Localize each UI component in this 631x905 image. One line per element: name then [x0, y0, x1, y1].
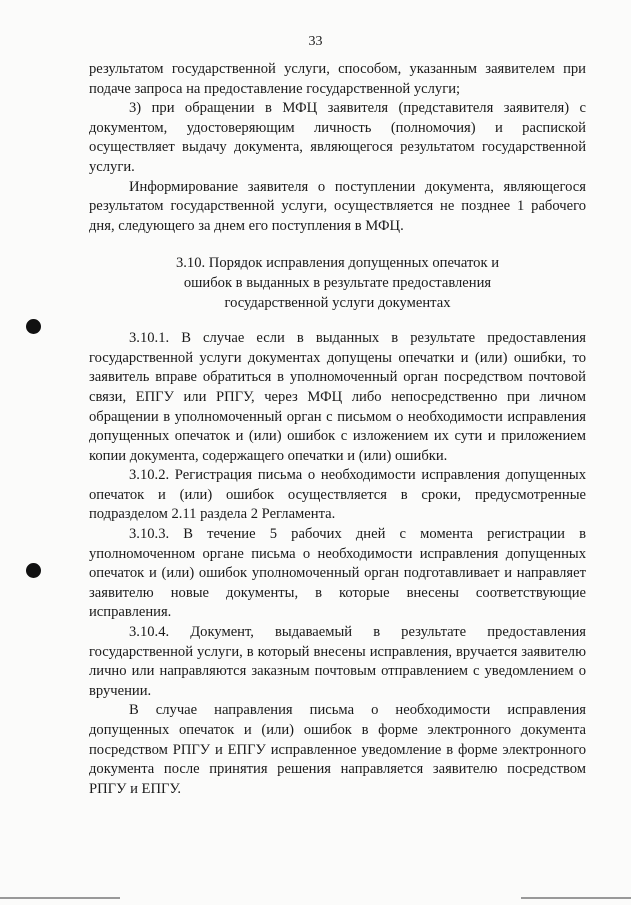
paragraph: 3.10.1. В случае если в выданных в результате предоставления государственной услуги документах допущены опечатки и (или) ошибки, то заявитель вправе обратиться в уполномоченный орган посредством почтовой связи, ЕПГУ или РПГУ, через МФЦ либо непосредственно при личном обращении в уполномоченный орган с письмом о необходимости исправления допущенных опечаток и (или) ошибок с изложением их сути и приложением копии документа, содержащего опечатки и (или) ошибки. — [89, 330, 586, 464]
paragraph: результатом государственной услуги, способом, указанным заявителем при подаче запроса на предоставление государственной услуги; — [89, 61, 586, 97]
paragraph: В случае направления письма о необходимости исправления допущенных опечаток и (или) ошибок в форме электронного документа посредством РПГУ и ЕПГУ исправленное уведомление в форме электронного документа после принятия решения направляется заявителю посредством РПГУ и ЕПГУ. — [89, 702, 586, 797]
document-body — [89, 60, 586, 799]
scan-edge-mark — [0, 897, 120, 899]
punch-hole — [26, 563, 41, 578]
paragraph: 3.10.2. Регистрация письма о необходимости исправления допущенных опечаток и (или) ошибок осуществляется в сроки, предусмотренные подразделом 2.11 раздела 2 Регламента. — [89, 467, 586, 523]
section-heading-line: государственной услуги документах — [224, 294, 451, 311]
paragraph: 3.10.4. Документ, выдаваемый в результате предоставления государственной услуги, в который внесены исправления, вручается заявителю лично или направляются заказным почтовым отправлением с уведомлением о вручении. — [89, 624, 586, 699]
paragraph: 3) при обращении в МФЦ заявителя (представителя заявителя) с документом, удостоверяющим личность (полномочия) и распиской осуществляет выдачу документа, являющегося результатом государственной услуги. — [89, 100, 586, 175]
section-heading-line: 3.10. Порядок исправления допущенных опечаток и — [175, 255, 500, 272]
scan-edge-mark — [521, 897, 631, 899]
page-number: 33 — [308, 34, 323, 49]
punch-hole — [26, 319, 41, 334]
section-heading-line: ошибок в выданных в результате предоставления — [183, 274, 492, 291]
paragraph: 3.10.3. В течение 5 рабочих дней с момента регистрации в уполномоченном органе письма о необходимости исправления допущенных опечаток и (или) ошибок уполномоченный орган подготавливает и направляет заявителю новые документы, в которые внесены соответствующие исправления. — [89, 526, 586, 621]
paragraph: Информирование заявителя о поступлении документа, являющегося результатом государственной услуги, осуществляется не позднее 1 рабочего дня, следующего за днем его поступления в МФЦ. — [89, 178, 586, 234]
